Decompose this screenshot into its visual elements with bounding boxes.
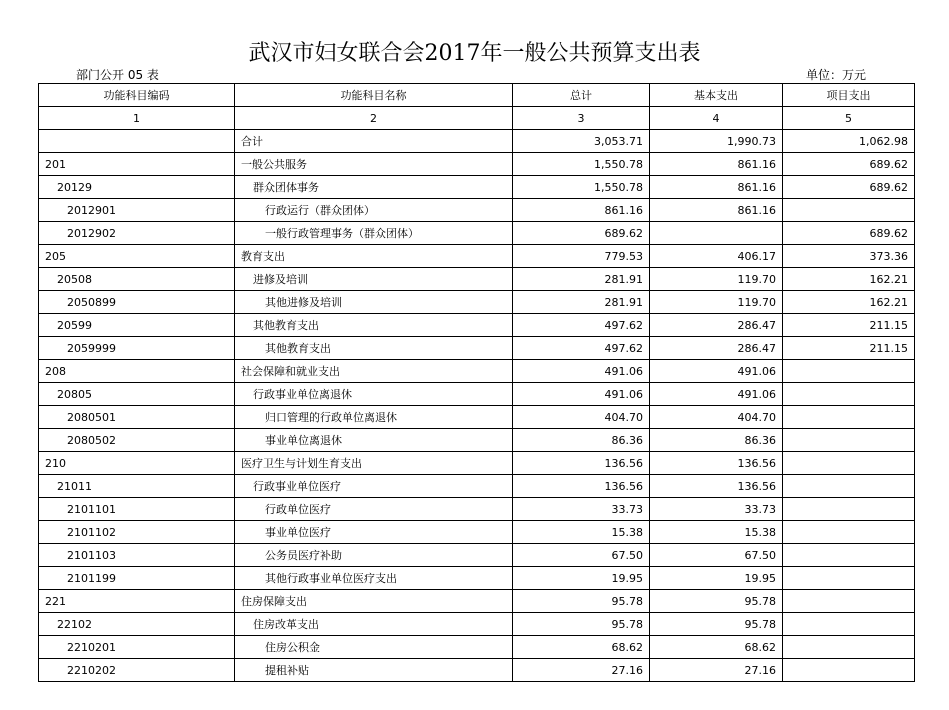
row-basic: 861.16 [650, 199, 783, 222]
table-row [39, 498, 915, 521]
row-name: 其他进修及培训 [235, 291, 513, 314]
table-row [39, 613, 915, 636]
col-index-1: 1 [39, 107, 235, 130]
row-basic: 95.78 [650, 613, 783, 636]
row-code: 2101102 [39, 521, 235, 544]
row-code [39, 130, 235, 153]
row-basic: 491.06 [650, 383, 783, 406]
row-basic: 286.47 [650, 337, 783, 360]
col-index-3: 3 [513, 107, 650, 130]
row-project [783, 498, 915, 521]
row-code: 2101101 [39, 498, 235, 521]
table-row [39, 176, 915, 199]
row-code: 20805 [39, 383, 235, 406]
row-project: 162.21 [783, 291, 915, 314]
header-code: 功能科目编码 [39, 84, 235, 107]
row-code: 2059999 [39, 337, 235, 360]
row-project [783, 544, 915, 567]
row-project [783, 199, 915, 222]
row-name: 其他教育支出 [235, 337, 513, 360]
row-basic: 68.62 [650, 636, 783, 659]
row-project: 689.62 [783, 153, 915, 176]
table-row [39, 222, 915, 245]
table-row [39, 245, 915, 268]
row-basic: 136.56 [650, 452, 783, 475]
row-code: 2012901 [39, 199, 235, 222]
row-project [783, 659, 915, 682]
row-total: 15.38 [513, 521, 650, 544]
row-code: 221 [39, 590, 235, 613]
budget-table [38, 83, 915, 682]
row-name: 医疗卫生与计划生育支出 [235, 452, 513, 475]
row-total: 136.56 [513, 475, 650, 498]
row-name: 住房保障支出 [235, 590, 513, 613]
header-basic: 基本支出 [650, 84, 783, 107]
table-row [39, 636, 915, 659]
row-code: 208 [39, 360, 235, 383]
row-project: 162.21 [783, 268, 915, 291]
row-project: 689.62 [783, 222, 915, 245]
header-project: 项目支出 [783, 84, 915, 107]
row-code: 2050899 [39, 291, 235, 314]
col-index-2: 2 [235, 107, 513, 130]
row-basic: 491.06 [650, 360, 783, 383]
row-basic: 136.56 [650, 475, 783, 498]
row-project: 211.15 [783, 337, 915, 360]
table-row [39, 429, 915, 452]
table-row [39, 130, 915, 153]
table-row [39, 659, 915, 682]
table-row [39, 406, 915, 429]
table-row [39, 521, 915, 544]
row-name: 行政运行（群众团体） [235, 199, 513, 222]
header-name: 功能科目名称 [235, 84, 513, 107]
row-basic: 19.95 [650, 567, 783, 590]
row-code: 2101103 [39, 544, 235, 567]
row-name: 行政单位医疗 [235, 498, 513, 521]
col-index-4: 4 [650, 107, 783, 130]
row-code: 2210201 [39, 636, 235, 659]
col-index-5: 5 [783, 107, 915, 130]
row-project [783, 590, 915, 613]
row-name: 事业单位医疗 [235, 521, 513, 544]
row-basic: 286.47 [650, 314, 783, 337]
row-total: 33.73 [513, 498, 650, 521]
row-total: 281.91 [513, 291, 650, 314]
row-basic: 861.16 [650, 176, 783, 199]
row-total: 19.95 [513, 567, 650, 590]
table-row [39, 153, 915, 176]
row-name: 住房改革支出 [235, 613, 513, 636]
row-name: 行政事业单位医疗 [235, 475, 513, 498]
row-name: 一般行政管理事务（群众团体） [235, 222, 513, 245]
row-name: 归口管理的行政单位离退休 [235, 406, 513, 429]
row-project [783, 636, 915, 659]
row-name: 社会保障和就业支出 [235, 360, 513, 383]
row-project [783, 521, 915, 544]
row-total: 491.06 [513, 360, 650, 383]
header-total: 总计 [513, 84, 650, 107]
row-total: 95.78 [513, 613, 650, 636]
row-total: 281.91 [513, 268, 650, 291]
row-basic: 86.36 [650, 429, 783, 452]
header-row [39, 84, 915, 107]
table-row [39, 199, 915, 222]
row-code: 201 [39, 153, 235, 176]
row-total: 491.06 [513, 383, 650, 406]
row-total: 136.56 [513, 452, 650, 475]
row-project: 1,062.98 [783, 130, 915, 153]
row-project [783, 429, 915, 452]
row-basic: 67.50 [650, 544, 783, 567]
column-index-row [39, 107, 915, 130]
row-basic: 406.17 [650, 245, 783, 268]
row-name: 群众团体事务 [235, 176, 513, 199]
row-name: 提租补贴 [235, 659, 513, 682]
row-name: 一般公共服务 [235, 153, 513, 176]
row-basic: 33.73 [650, 498, 783, 521]
row-basic: 27.16 [650, 659, 783, 682]
table-row [39, 268, 915, 291]
row-code: 21011 [39, 475, 235, 498]
row-total: 1,550.78 [513, 153, 650, 176]
row-total: 86.36 [513, 429, 650, 452]
row-project [783, 475, 915, 498]
table-row [39, 383, 915, 406]
row-basic: 861.16 [650, 153, 783, 176]
row-basic: 1,990.73 [650, 130, 783, 153]
row-code: 22102 [39, 613, 235, 636]
row-basic: 119.70 [650, 291, 783, 314]
row-project [783, 613, 915, 636]
row-name: 事业单位离退休 [235, 429, 513, 452]
row-code: 20129 [39, 176, 235, 199]
row-code: 2012902 [39, 222, 235, 245]
row-total: 861.16 [513, 199, 650, 222]
row-total: 27.16 [513, 659, 650, 682]
row-project: 689.62 [783, 176, 915, 199]
row-total: 497.62 [513, 314, 650, 337]
row-total: 779.53 [513, 245, 650, 268]
row-total: 95.78 [513, 590, 650, 613]
form-label: 部门公开 05 表 [76, 68, 159, 82]
table-row [39, 475, 915, 498]
row-name: 公务员医疗补助 [235, 544, 513, 567]
row-name: 教育支出 [235, 245, 513, 268]
row-project: 211.15 [783, 314, 915, 337]
row-name: 其他教育支出 [235, 314, 513, 337]
table-row [39, 337, 915, 360]
row-project [783, 567, 915, 590]
page-title: 武汉市妇女联合会2017年一般公共预算支出表 [248, 41, 701, 66]
row-basic: 119.70 [650, 268, 783, 291]
row-project [783, 406, 915, 429]
row-code: 20599 [39, 314, 235, 337]
row-basic: 404.70 [650, 406, 783, 429]
row-code: 2080501 [39, 406, 235, 429]
row-basic: 15.38 [650, 521, 783, 544]
row-total: 68.62 [513, 636, 650, 659]
row-project [783, 383, 915, 406]
row-code: 205 [39, 245, 235, 268]
table-row [39, 452, 915, 475]
table-row [39, 360, 915, 383]
row-code: 2080502 [39, 429, 235, 452]
unit-label: 单位：万元 [806, 68, 867, 82]
row-total: 67.50 [513, 544, 650, 567]
row-project [783, 360, 915, 383]
row-total: 1,550.78 [513, 176, 650, 199]
table-row [39, 567, 915, 590]
row-code: 20508 [39, 268, 235, 291]
row-project [783, 452, 915, 475]
row-basic [650, 222, 783, 245]
table-row [39, 314, 915, 337]
row-project: 373.36 [783, 245, 915, 268]
row-code: 2101199 [39, 567, 235, 590]
table-row [39, 291, 915, 314]
row-name: 其他行政事业单位医疗支出 [235, 567, 513, 590]
row-basic: 95.78 [650, 590, 783, 613]
row-code: 2210202 [39, 659, 235, 682]
row-name: 行政事业单位离退休 [235, 383, 513, 406]
row-name: 进修及培训 [235, 268, 513, 291]
table-row [39, 590, 915, 613]
row-name: 合计 [235, 130, 513, 153]
row-code: 210 [39, 452, 235, 475]
row-total: 404.70 [513, 406, 650, 429]
row-total: 3,053.71 [513, 130, 650, 153]
row-total: 497.62 [513, 337, 650, 360]
row-total: 689.62 [513, 222, 650, 245]
row-name: 住房公积金 [235, 636, 513, 659]
table-row [39, 544, 915, 567]
